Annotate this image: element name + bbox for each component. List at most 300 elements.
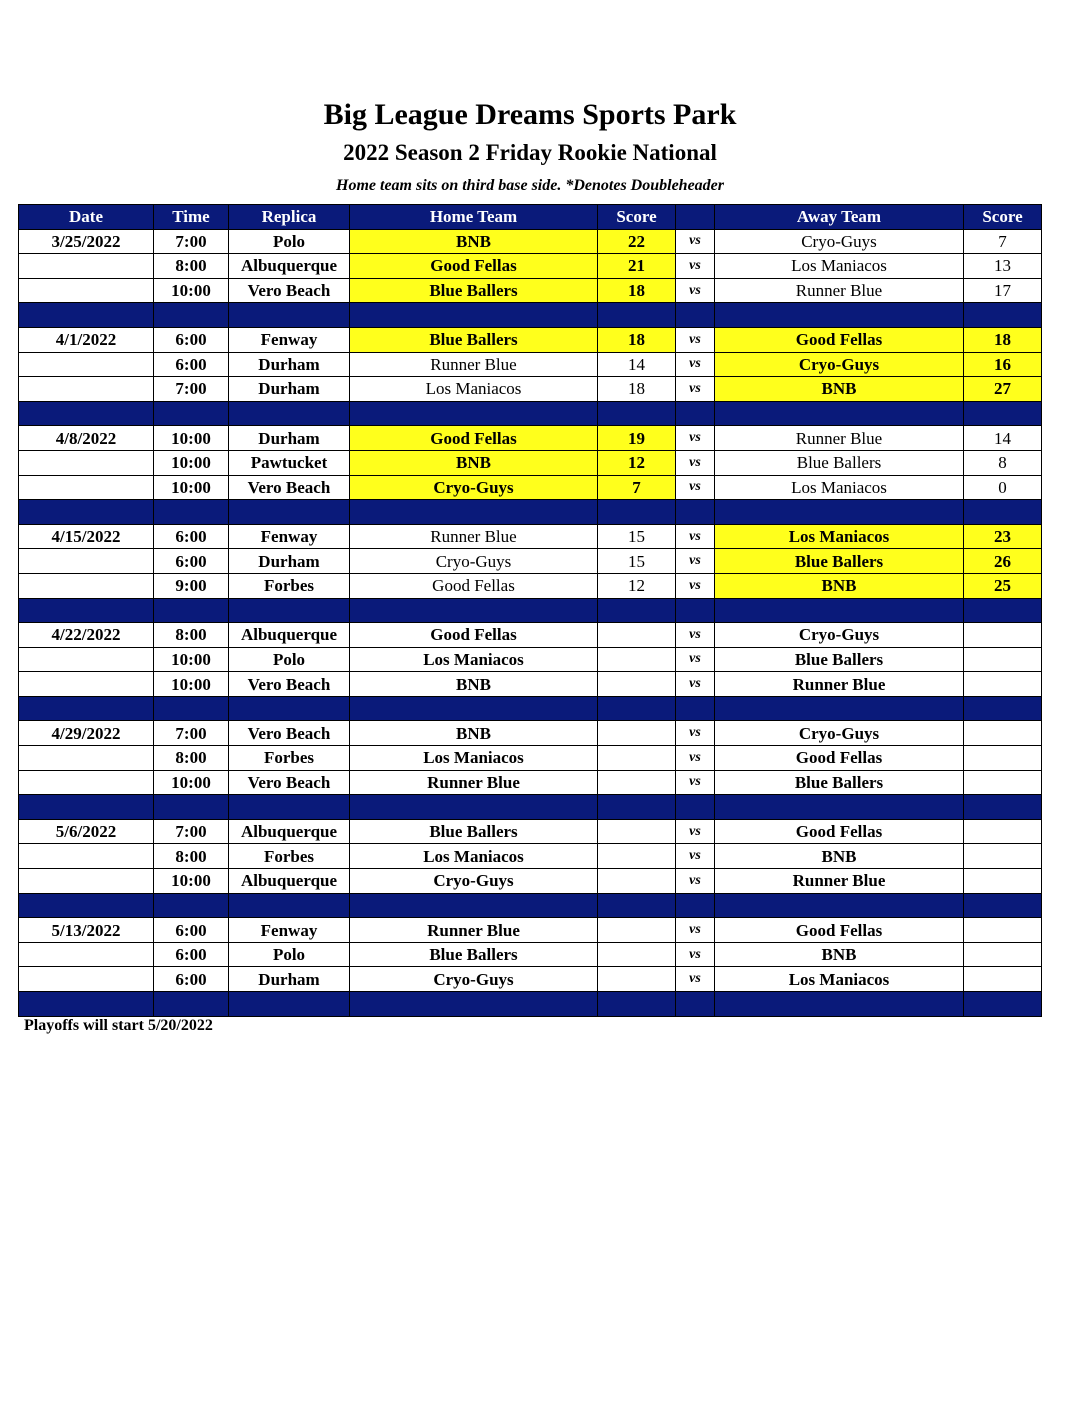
separator-cell bbox=[598, 598, 676, 623]
home-score bbox=[598, 942, 676, 967]
away-score: 26 bbox=[964, 549, 1042, 574]
home-team: BNB bbox=[350, 721, 598, 746]
home-score: 12 bbox=[598, 450, 676, 475]
home-score: 15 bbox=[598, 549, 676, 574]
game-time: 6:00 bbox=[154, 327, 229, 352]
home-team: BNB bbox=[350, 450, 598, 475]
away-score: 25 bbox=[964, 573, 1042, 598]
home-score: 7 bbox=[598, 475, 676, 500]
away-score: 7 bbox=[964, 229, 1042, 254]
game-replica: Albuquerque bbox=[229, 869, 350, 894]
away-score bbox=[964, 844, 1042, 869]
game-time: 8:00 bbox=[154, 254, 229, 279]
home-team: Los Maniacos bbox=[350, 746, 598, 771]
home-team: Blue Ballers bbox=[350, 942, 598, 967]
away-team: BNB bbox=[715, 377, 964, 402]
home-score: 18 bbox=[598, 377, 676, 402]
home-team: Los Maniacos bbox=[350, 647, 598, 672]
home-team: Runner Blue bbox=[350, 770, 598, 795]
separator-cell bbox=[350, 992, 598, 1017]
home-score: 14 bbox=[598, 352, 676, 377]
away-team: Blue Ballers bbox=[715, 549, 964, 574]
separator-cell bbox=[229, 795, 350, 820]
game-replica: Forbes bbox=[229, 746, 350, 771]
game-time: 10:00 bbox=[154, 426, 229, 451]
game-time: 6:00 bbox=[154, 967, 229, 992]
home-score: 19 bbox=[598, 426, 676, 451]
game-date: 4/8/2022 bbox=[19, 426, 154, 451]
week-separator bbox=[19, 303, 1042, 328]
separator-cell bbox=[19, 893, 154, 918]
week-separator bbox=[19, 795, 1042, 820]
home-team: BNB bbox=[350, 672, 598, 697]
separator-cell bbox=[676, 992, 715, 1017]
away-score: 14 bbox=[964, 426, 1042, 451]
separator-cell bbox=[964, 893, 1042, 918]
separator-cell bbox=[715, 401, 964, 426]
week-separator bbox=[19, 500, 1042, 525]
home-team: BNB bbox=[350, 229, 598, 254]
away-team: Runner Blue bbox=[715, 672, 964, 697]
game-row bbox=[19, 254, 1042, 279]
separator-cell bbox=[154, 992, 229, 1017]
away-score: 18 bbox=[964, 327, 1042, 352]
home-team: Blue Ballers bbox=[350, 327, 598, 352]
separator-cell bbox=[598, 696, 676, 721]
away-team: BNB bbox=[715, 844, 964, 869]
home-team: Cryo-Guys bbox=[350, 549, 598, 574]
game-replica: Fenway bbox=[229, 918, 350, 943]
home-score bbox=[598, 770, 676, 795]
away-score bbox=[964, 770, 1042, 795]
game-replica: Polo bbox=[229, 942, 350, 967]
game-row bbox=[19, 377, 1042, 402]
away-team: Blue Ballers bbox=[715, 450, 964, 475]
game-date bbox=[19, 475, 154, 500]
vs-label: vs bbox=[676, 647, 715, 672]
game-replica: Forbes bbox=[229, 844, 350, 869]
home-team: Good Fellas bbox=[350, 426, 598, 451]
game-time: 6:00 bbox=[154, 352, 229, 377]
game-row bbox=[19, 549, 1042, 574]
away-score bbox=[964, 819, 1042, 844]
playoffs-note: Playoffs will start 5/20/2022 bbox=[24, 1017, 213, 1034]
separator-cell bbox=[676, 893, 715, 918]
game-replica: Albuquerque bbox=[229, 623, 350, 648]
game-replica: Vero Beach bbox=[229, 770, 350, 795]
home-score bbox=[598, 819, 676, 844]
vs-label: vs bbox=[676, 549, 715, 574]
home-team: Good Fellas bbox=[350, 254, 598, 279]
separator-cell bbox=[350, 696, 598, 721]
header-row bbox=[19, 205, 1042, 230]
vs-label: vs bbox=[676, 869, 715, 894]
home-team: Good Fellas bbox=[350, 573, 598, 598]
away-team: BNB bbox=[715, 942, 964, 967]
away-score: 0 bbox=[964, 475, 1042, 500]
game-row bbox=[19, 721, 1042, 746]
game-row bbox=[19, 918, 1042, 943]
game-replica: Fenway bbox=[229, 327, 350, 352]
home-score: 15 bbox=[598, 524, 676, 549]
away-score: 16 bbox=[964, 352, 1042, 377]
separator-cell bbox=[715, 500, 964, 525]
game-time: 8:00 bbox=[154, 844, 229, 869]
column-header-home-team: Home Team bbox=[350, 205, 598, 230]
separator-cell bbox=[229, 992, 350, 1017]
home-team: Cryo-Guys bbox=[350, 869, 598, 894]
away-score bbox=[964, 918, 1042, 943]
separator-cell bbox=[229, 893, 350, 918]
home-score bbox=[598, 623, 676, 648]
game-time: 9:00 bbox=[154, 573, 229, 598]
game-time: 10:00 bbox=[154, 475, 229, 500]
game-replica: Fenway bbox=[229, 524, 350, 549]
game-date bbox=[19, 672, 154, 697]
home-team: Cryo-Guys bbox=[350, 967, 598, 992]
separator-cell bbox=[715, 303, 964, 328]
game-row bbox=[19, 450, 1042, 475]
separator-cell bbox=[598, 500, 676, 525]
game-date bbox=[19, 352, 154, 377]
vs-label: vs bbox=[676, 918, 715, 943]
home-score bbox=[598, 647, 676, 672]
vs-label: vs bbox=[676, 254, 715, 279]
separator-cell bbox=[598, 893, 676, 918]
separator-cell bbox=[154, 893, 229, 918]
game-date: 4/22/2022 bbox=[19, 623, 154, 648]
column-header-vs bbox=[676, 205, 715, 230]
game-replica: Polo bbox=[229, 229, 350, 254]
game-date bbox=[19, 869, 154, 894]
game-date: 4/29/2022 bbox=[19, 721, 154, 746]
separator-cell bbox=[598, 401, 676, 426]
separator-cell bbox=[715, 795, 964, 820]
game-date: 4/1/2022 bbox=[19, 327, 154, 352]
game-replica: Durham bbox=[229, 377, 350, 402]
separator-cell bbox=[715, 598, 964, 623]
separator-cell bbox=[964, 500, 1042, 525]
column-header-home-score: Score bbox=[598, 205, 676, 230]
separator-cell bbox=[19, 696, 154, 721]
separator-cell bbox=[19, 500, 154, 525]
vs-label: vs bbox=[676, 426, 715, 451]
separator-cell bbox=[229, 696, 350, 721]
column-header-date: Date bbox=[19, 205, 154, 230]
separator-cell bbox=[676, 303, 715, 328]
separator-cell bbox=[350, 795, 598, 820]
home-score: 21 bbox=[598, 254, 676, 279]
separator-cell bbox=[350, 893, 598, 918]
game-row bbox=[19, 327, 1042, 352]
away-score: 13 bbox=[964, 254, 1042, 279]
away-team: Los Maniacos bbox=[715, 967, 964, 992]
separator-cell bbox=[229, 500, 350, 525]
game-date bbox=[19, 254, 154, 279]
game-row bbox=[19, 352, 1042, 377]
separator-cell bbox=[964, 696, 1042, 721]
game-date bbox=[19, 549, 154, 574]
separator-cell bbox=[676, 696, 715, 721]
game-time: 6:00 bbox=[154, 942, 229, 967]
vs-label: vs bbox=[676, 278, 715, 303]
week-separator bbox=[19, 401, 1042, 426]
week-separator bbox=[19, 992, 1042, 1017]
week-separator bbox=[19, 893, 1042, 918]
column-header-time: Time bbox=[154, 205, 229, 230]
game-row bbox=[19, 942, 1042, 967]
vs-label: vs bbox=[676, 450, 715, 475]
vs-label: vs bbox=[676, 746, 715, 771]
vs-label: vs bbox=[676, 377, 715, 402]
home-team: Los Maniacos bbox=[350, 844, 598, 869]
game-row bbox=[19, 869, 1042, 894]
game-time: 8:00 bbox=[154, 623, 229, 648]
away-team: Cryo-Guys bbox=[715, 721, 964, 746]
home-team: Blue Ballers bbox=[350, 819, 598, 844]
away-team: Blue Ballers bbox=[715, 770, 964, 795]
separator-cell bbox=[598, 795, 676, 820]
column-header-away-score: Score bbox=[964, 205, 1042, 230]
game-replica: Durham bbox=[229, 426, 350, 451]
game-time: 6:00 bbox=[154, 918, 229, 943]
separator-cell bbox=[229, 598, 350, 623]
away-score bbox=[964, 746, 1042, 771]
game-date bbox=[19, 278, 154, 303]
game-time: 6:00 bbox=[154, 549, 229, 574]
away-score bbox=[964, 623, 1042, 648]
away-team: Runner Blue bbox=[715, 426, 964, 451]
away-team: Cryo-Guys bbox=[715, 352, 964, 377]
separator-cell bbox=[676, 500, 715, 525]
away-team: BNB bbox=[715, 573, 964, 598]
game-row bbox=[19, 647, 1042, 672]
home-score bbox=[598, 672, 676, 697]
game-replica: Pawtucket bbox=[229, 450, 350, 475]
separator-cell bbox=[19, 992, 154, 1017]
separator-cell bbox=[598, 303, 676, 328]
separator-cell bbox=[715, 992, 964, 1017]
home-team: Runner Blue bbox=[350, 352, 598, 377]
game-row bbox=[19, 229, 1042, 254]
away-score: 27 bbox=[964, 377, 1042, 402]
separator-cell bbox=[19, 303, 154, 328]
game-row bbox=[19, 623, 1042, 648]
vs-label: vs bbox=[676, 819, 715, 844]
game-time: 7:00 bbox=[154, 819, 229, 844]
home-team: Los Maniacos bbox=[350, 377, 598, 402]
separator-cell bbox=[964, 401, 1042, 426]
separator-cell bbox=[964, 795, 1042, 820]
game-date: 3/25/2022 bbox=[19, 229, 154, 254]
home-team: Runner Blue bbox=[350, 524, 598, 549]
game-date bbox=[19, 770, 154, 795]
home-score bbox=[598, 918, 676, 943]
home-score bbox=[598, 844, 676, 869]
away-team: Good Fellas bbox=[715, 746, 964, 771]
game-time: 10:00 bbox=[154, 672, 229, 697]
game-replica: Vero Beach bbox=[229, 672, 350, 697]
game-row bbox=[19, 672, 1042, 697]
separator-cell bbox=[19, 401, 154, 426]
away-score bbox=[964, 942, 1042, 967]
separator-cell bbox=[350, 401, 598, 426]
vs-label: vs bbox=[676, 942, 715, 967]
away-team: Good Fellas bbox=[715, 327, 964, 352]
separator-cell bbox=[154, 795, 229, 820]
column-header-replica: Replica bbox=[229, 205, 350, 230]
home-score bbox=[598, 869, 676, 894]
away-score bbox=[964, 647, 1042, 672]
vs-label: vs bbox=[676, 327, 715, 352]
home-score bbox=[598, 967, 676, 992]
game-row bbox=[19, 746, 1042, 771]
away-score bbox=[964, 869, 1042, 894]
separator-cell bbox=[964, 598, 1042, 623]
away-score bbox=[964, 967, 1042, 992]
game-row bbox=[19, 844, 1042, 869]
game-date bbox=[19, 647, 154, 672]
game-time: 6:00 bbox=[154, 524, 229, 549]
away-team: Good Fellas bbox=[715, 918, 964, 943]
vs-label: vs bbox=[676, 475, 715, 500]
separator-cell bbox=[154, 401, 229, 426]
game-row bbox=[19, 524, 1042, 549]
game-time: 10:00 bbox=[154, 869, 229, 894]
home-score: 12 bbox=[598, 573, 676, 598]
game-replica: Albuquerque bbox=[229, 819, 350, 844]
page-subtitle: 2022 Season 2 Friday Rookie National bbox=[343, 140, 717, 165]
separator-cell bbox=[350, 303, 598, 328]
away-team: Los Maniacos bbox=[715, 254, 964, 279]
game-replica: Polo bbox=[229, 647, 350, 672]
separator-cell bbox=[154, 303, 229, 328]
game-time: 7:00 bbox=[154, 229, 229, 254]
away-team: Blue Ballers bbox=[715, 647, 964, 672]
game-date: 5/6/2022 bbox=[19, 819, 154, 844]
game-date: 5/13/2022 bbox=[19, 918, 154, 943]
away-score: 8 bbox=[964, 450, 1042, 475]
game-row bbox=[19, 967, 1042, 992]
header-note: Home team sits on third base side. *Denotes Doubleheader bbox=[336, 177, 724, 194]
home-team: Runner Blue bbox=[350, 918, 598, 943]
game-date bbox=[19, 450, 154, 475]
separator-cell bbox=[676, 598, 715, 623]
separator-cell bbox=[229, 401, 350, 426]
game-date: 4/15/2022 bbox=[19, 524, 154, 549]
away-team: Cryo-Guys bbox=[715, 623, 964, 648]
away-score bbox=[964, 672, 1042, 697]
away-score bbox=[964, 721, 1042, 746]
game-date bbox=[19, 746, 154, 771]
page-title: Big League Dreams Sports Park bbox=[323, 98, 737, 131]
vs-label: vs bbox=[676, 573, 715, 598]
vs-label: vs bbox=[676, 672, 715, 697]
game-time: 10:00 bbox=[154, 450, 229, 475]
home-score: 22 bbox=[598, 229, 676, 254]
away-team: Los Maniacos bbox=[715, 524, 964, 549]
home-score bbox=[598, 746, 676, 771]
separator-cell bbox=[350, 500, 598, 525]
home-team: Blue Ballers bbox=[350, 278, 598, 303]
away-team: Runner Blue bbox=[715, 869, 964, 894]
game-date bbox=[19, 942, 154, 967]
game-time: 8:00 bbox=[154, 746, 229, 771]
separator-cell bbox=[676, 401, 715, 426]
separator-cell bbox=[715, 696, 964, 721]
separator-cell bbox=[154, 696, 229, 721]
away-team: Los Maniacos bbox=[715, 475, 964, 500]
game-date bbox=[19, 377, 154, 402]
game-row bbox=[19, 770, 1042, 795]
game-time: 10:00 bbox=[154, 647, 229, 672]
game-date bbox=[19, 844, 154, 869]
game-replica: Vero Beach bbox=[229, 721, 350, 746]
game-replica: Vero Beach bbox=[229, 475, 350, 500]
game-row bbox=[19, 426, 1042, 451]
game-date bbox=[19, 573, 154, 598]
separator-cell bbox=[19, 795, 154, 820]
game-time: 10:00 bbox=[154, 278, 229, 303]
separator-cell bbox=[19, 598, 154, 623]
vs-label: vs bbox=[676, 721, 715, 746]
game-replica: Durham bbox=[229, 967, 350, 992]
away-score: 17 bbox=[964, 278, 1042, 303]
game-row bbox=[19, 819, 1042, 844]
game-replica: Forbes bbox=[229, 573, 350, 598]
vs-label: vs bbox=[676, 229, 715, 254]
week-separator bbox=[19, 598, 1042, 623]
separator-cell bbox=[964, 992, 1042, 1017]
game-row bbox=[19, 573, 1042, 598]
away-team: Cryo-Guys bbox=[715, 229, 964, 254]
vs-label: vs bbox=[676, 623, 715, 648]
schedule-table bbox=[18, 204, 1042, 1017]
separator-cell bbox=[229, 303, 350, 328]
separator-cell bbox=[715, 893, 964, 918]
separator-cell bbox=[154, 500, 229, 525]
home-team: Good Fellas bbox=[350, 623, 598, 648]
separator-cell bbox=[154, 598, 229, 623]
game-replica: Durham bbox=[229, 549, 350, 574]
game-replica: Durham bbox=[229, 352, 350, 377]
away-score: 23 bbox=[964, 524, 1042, 549]
week-separator bbox=[19, 696, 1042, 721]
vs-label: vs bbox=[676, 770, 715, 795]
home-team: Cryo-Guys bbox=[350, 475, 598, 500]
game-date bbox=[19, 967, 154, 992]
game-row bbox=[19, 475, 1042, 500]
separator-cell bbox=[350, 598, 598, 623]
separator-cell bbox=[676, 795, 715, 820]
vs-label: vs bbox=[676, 524, 715, 549]
vs-label: vs bbox=[676, 352, 715, 377]
game-time: 7:00 bbox=[154, 721, 229, 746]
away-team: Runner Blue bbox=[715, 278, 964, 303]
game-replica: Albuquerque bbox=[229, 254, 350, 279]
game-time: 7:00 bbox=[154, 377, 229, 402]
away-team: Good Fellas bbox=[715, 819, 964, 844]
separator-cell bbox=[964, 303, 1042, 328]
home-score: 18 bbox=[598, 327, 676, 352]
schedule-body bbox=[19, 229, 1042, 1016]
game-time: 10:00 bbox=[154, 770, 229, 795]
home-score bbox=[598, 721, 676, 746]
home-score: 18 bbox=[598, 278, 676, 303]
game-row bbox=[19, 278, 1042, 303]
vs-label: vs bbox=[676, 967, 715, 992]
separator-cell bbox=[598, 992, 676, 1017]
